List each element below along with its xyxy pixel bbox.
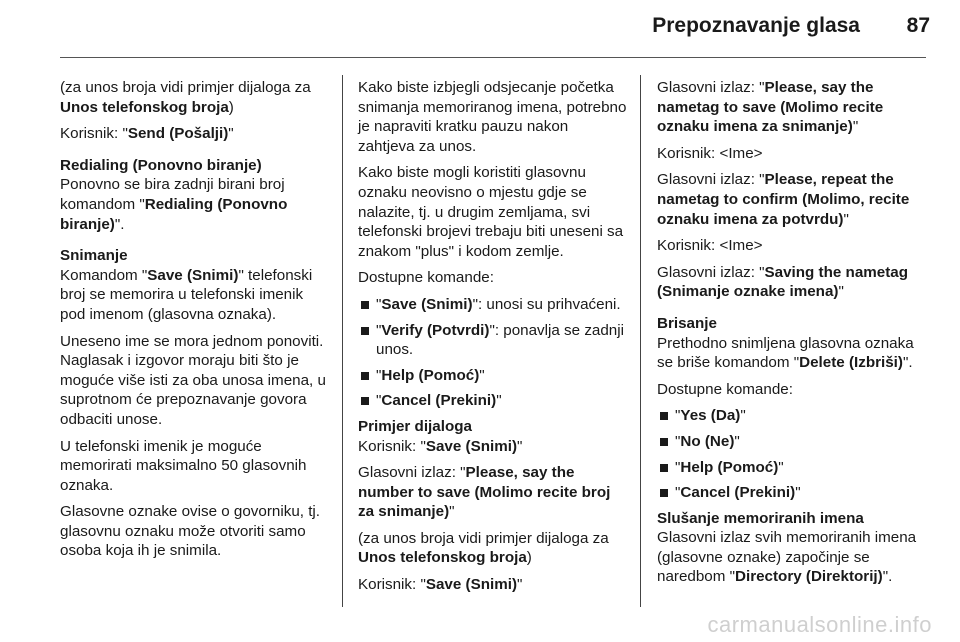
- bullet-icon: [361, 301, 369, 309]
- paragraph: Glasovni izlaz: "Please, say the nametag to save (Molimo recite oznaku imena za snimanje)": [657, 79, 884, 136]
- bullet-icon: [660, 438, 668, 446]
- paragraph: Korisnik: "Save (Snimi)": [358, 576, 523, 594]
- paragraph: (za unos broja vidi primjer dijaloga za Unos telefonskog broja): [358, 529, 609, 567]
- paragraph: Korisnik: "Send (Pošalji)": [60, 125, 234, 143]
- paragraph: Glasovni izlaz: "Please, say the number to save (Molimo recite broj za snimanje)": [358, 464, 611, 521]
- section-heading: Redialing (Ponovno biranje): [60, 156, 262, 174]
- bullet-icon: [361, 327, 369, 335]
- column-1: [60, 78, 330, 568]
- command-list: [358, 295, 628, 411]
- paragraph: Kako biste mogli koristiti glasovnu oznaku neovisno o mjestu gdje se nalazite, tj. u drugim zemljama, svi telefonski brojevi trebaju biti uneseni sa znakom "plus" i kodom zemlje.: [358, 164, 624, 260]
- column-divider-1: [342, 75, 343, 607]
- bullet-icon: [660, 489, 668, 497]
- paragraph: Uneseno ime se mora jednom ponoviti. Naglasak i izgovor moraju biti što je moguće više isti za oba unosa imena, u suprotnom će prepoznavanje govora odbaciti unose.: [60, 332, 326, 428]
- list-item: "No (Ne)": [657, 432, 927, 452]
- header-divider: [60, 57, 926, 58]
- paragraph: U telefonski imenik je moguće memorirati maksimalno 50 glasovnih oznaka.: [60, 437, 307, 494]
- section-heading: Primjer dijaloga: [358, 417, 472, 435]
- paragraph: (za unos broja vidi primjer dijaloga za Unos telefonskog broja): [60, 79, 311, 116]
- section-brisanje: Brisanje Prethodno snimljena glasovna oznaka se briše komandom "Delete (Izbriši)".: [657, 314, 927, 373]
- bullet-icon: [361, 397, 369, 405]
- paragraph: Kako biste izbjegli odsjecanje početka snimanja memoriranog imena, potrebno je napraviti kratku pauzu nakon zahtjeva za unos.: [358, 79, 627, 155]
- list-item: "Help (Pomoć)": [657, 458, 927, 478]
- list-item: "Save (Snimi)": unosi su prihvaćeni.: [358, 295, 628, 315]
- bullet-icon: [361, 372, 369, 380]
- section-snimanje: Snimanje Komandom "Save (Snimi)" telefonski broj se memorira u telefonski imenik pod imenom (glasovna oznaka).: [60, 246, 330, 324]
- section-heading: Snimanje: [60, 247, 128, 265]
- paragraph: Dostupne komande:: [657, 380, 793, 398]
- paragraph: Glasovni izlaz: "Please, repeat the nametag to confirm (Molimo, recite oznaku imena za potvrdu)": [657, 171, 910, 228]
- command-list: [657, 406, 927, 502]
- paragraph: Glasovni izlaz: "Saving the nametag (Snimanje oznake imena)": [657, 263, 909, 301]
- section-slusanje: Slušanje memoriranih imena Glasovni izlaz svih memoriranih imena (glasovne oznake) započinje se naredbom "Directory (Direktorij)".: [657, 509, 927, 587]
- list-item: "Yes (Da)": [657, 406, 927, 426]
- list-item: "Cancel (Prekini)": [358, 391, 628, 411]
- section-primjer: Primjer dijaloga Korisnik: "Save (Snimi)": [358, 417, 628, 456]
- section-redialing: Redialing (Ponovno biranje) Ponovno se bira zadnji birani broj komandom "Redialing (Ponovno biranje)".: [60, 156, 330, 234]
- paragraph: Dostupne komande:: [358, 269, 494, 287]
- section-heading: Brisanje: [657, 314, 717, 332]
- page-number: 87: [906, 14, 930, 37]
- bullet-icon: [660, 412, 668, 420]
- paragraph: Korisnik: <Ime>: [657, 237, 763, 255]
- list-item: "Help (Pomoć)": [358, 366, 628, 386]
- column-2: [358, 78, 628, 602]
- list-item: "Cancel (Prekini)": [657, 483, 927, 503]
- column-divider-2: [640, 75, 641, 607]
- paragraph: Korisnik: <Ime>: [657, 144, 763, 162]
- paragraph: Glasovne oznake ovise o govorniku, tj. glasovnu oznaku može otvoriti samo osoba koja ih je snimila.: [60, 503, 321, 560]
- section-heading: Slušanje memoriranih imena: [657, 509, 864, 527]
- column-3: [657, 78, 927, 594]
- bullet-icon: [660, 464, 668, 472]
- watermark: carmanualsonline.info: [707, 612, 932, 637]
- list-item: "Verify (Potvrdi)": ponavlja se zadnji unos.: [358, 321, 628, 360]
- page-title: Prepoznavanje glasa: [652, 14, 860, 37]
